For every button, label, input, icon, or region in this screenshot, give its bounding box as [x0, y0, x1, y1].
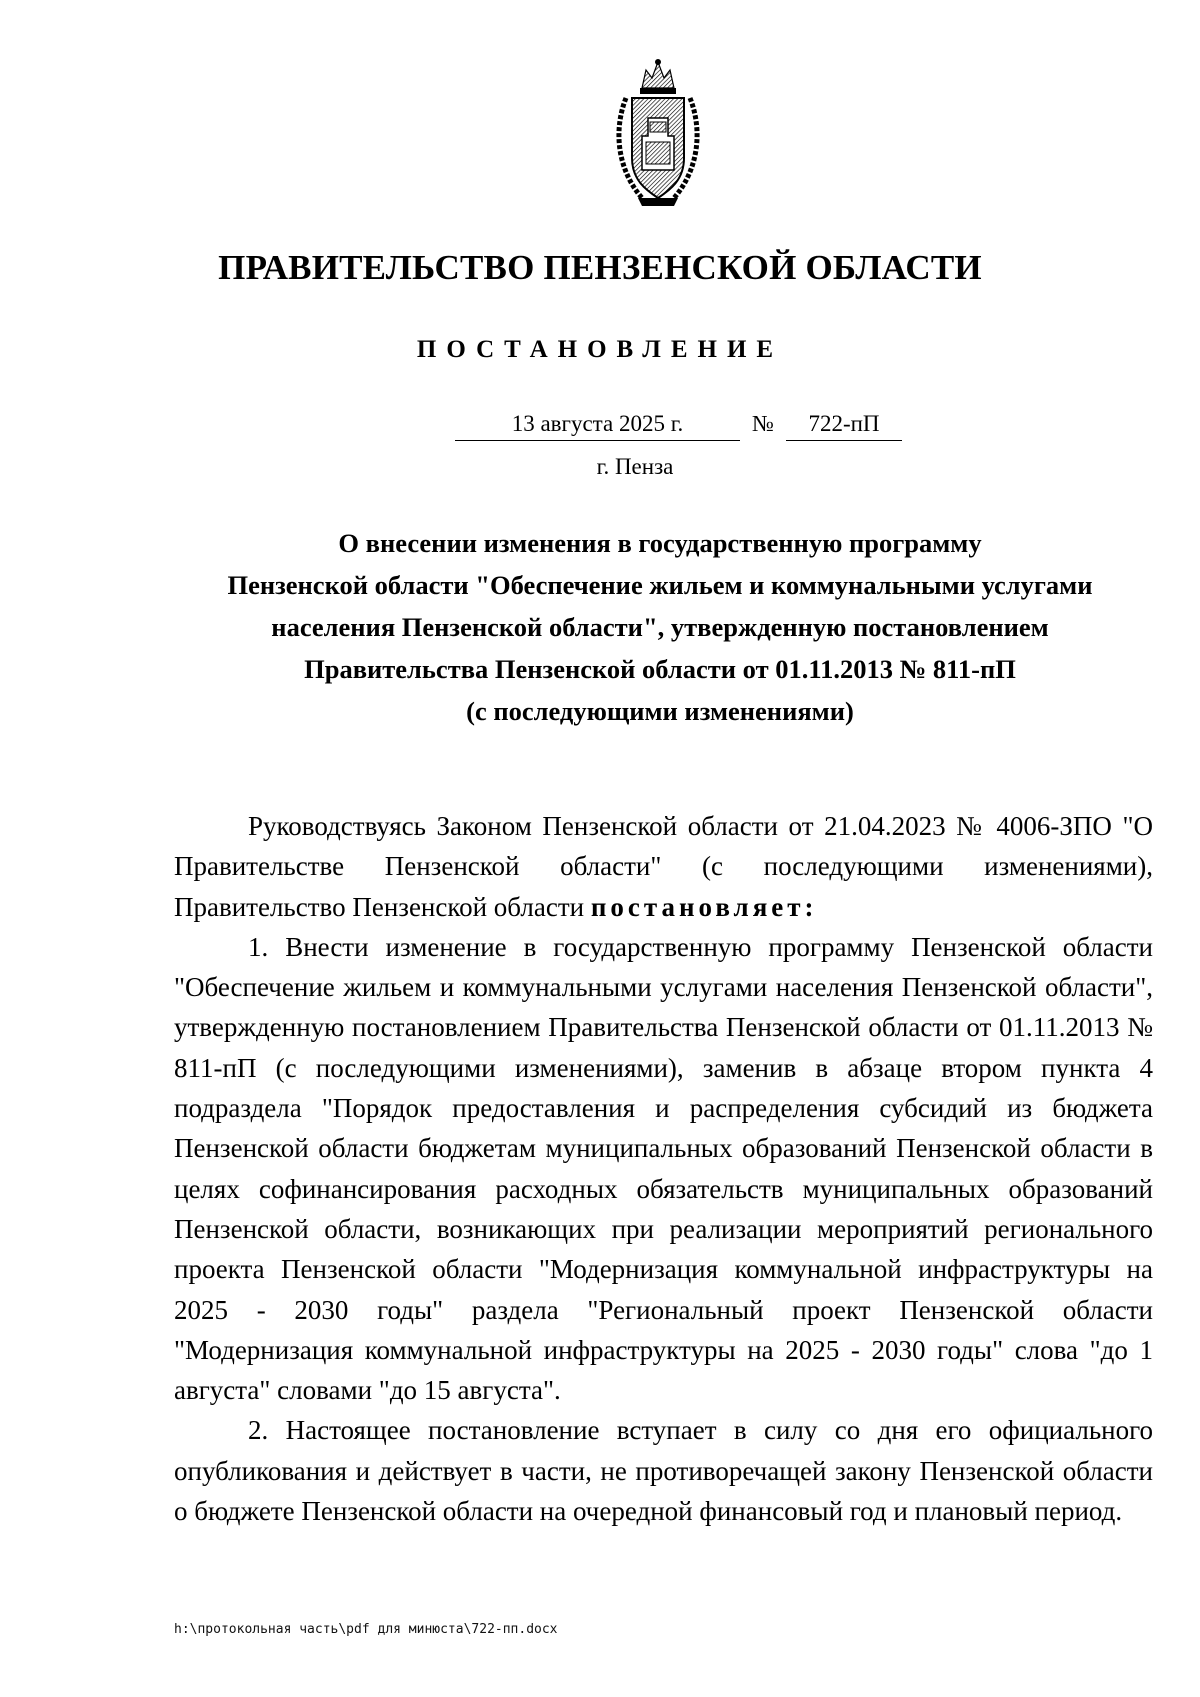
- item-2-paragraph: 2. Настоящее постановление вступает в силу со дня его официального опубликования и действует в части, не противоречащей закону Пензенской области о бюджете Пензенской области на очередной финансовый год и плановый период.: [174, 1415, 1153, 1527]
- item-1-paragraph: 1. Внести изменение в государственную программу Пензенской области "Обеспечение жильем и коммунальными услугами населения Пензенской области", утвержденную постановлением Правительства Пензенской области от 01.11.2013 № 811-пП (с последующими изменениями), заменив в абзаце втором пункта 4 подраздела "Порядок предоставления и распределения субсидий из бюджета Пензенской области бюджетам муниципальных образований Пензенской области в целях софинансирования расходных обязательств муниципальных образований Пензенской области, возникающих при реализации мероприятий регионального проекта Пензенской области "Модернизация коммунальной инфраструктуры на 2025 - 2030 годы" раздела "Региональный проект Пензенской области "Модернизация коммунальной инфраструктуры на 2025 - 2030 годы" слова "до 1 августа" словами "до 15 августа".: [174, 931, 1153, 1406]
- document-body: [174, 806, 1153, 1531]
- coat-of-arms-icon: [612, 58, 704, 208]
- number-sign: №: [752, 411, 774, 436]
- preamble-paragraph: [174, 806, 1153, 927]
- document-city: г. Пенза: [596, 454, 674, 479]
- document-date: 13 августа 2025 г.: [455, 410, 740, 441]
- resolves-word: постановляет:: [590, 891, 818, 922]
- heading-line: (с последующими изменениями): [466, 696, 854, 726]
- document-type: ПОСТАНОВЛЕНИЕ: [416, 336, 784, 363]
- document-number: 722-пП: [786, 410, 902, 441]
- file-path-footer: h:\протокольная часть\pdf для минюста\722-пп.docx: [174, 1622, 558, 1637]
- preamble-text: Руководствуясь Законом Пензенской области от 21.04.2023 № 4006-ЗПО "О Правительстве Пензенской области" (с последующими изменениями), Правительство Пензенской области: [174, 811, 1153, 922]
- government-title: ПРАВИТЕЛЬСТВО ПЕНЗЕНСКОЙ ОБЛАСТИ: [218, 248, 982, 287]
- heading-line: населения Пензенской области", утвержденную постановлением: [271, 612, 1049, 642]
- heading-line: Пензенской области "Обеспечение жильем и коммунальными услугами: [227, 570, 1093, 600]
- document-heading: [160, 522, 1160, 732]
- heading-line: Правительства Пензенской области от 01.11.2013 № 811-пП: [304, 654, 1016, 684]
- heading-line: О внесении изменения в государственную программу: [338, 528, 982, 558]
